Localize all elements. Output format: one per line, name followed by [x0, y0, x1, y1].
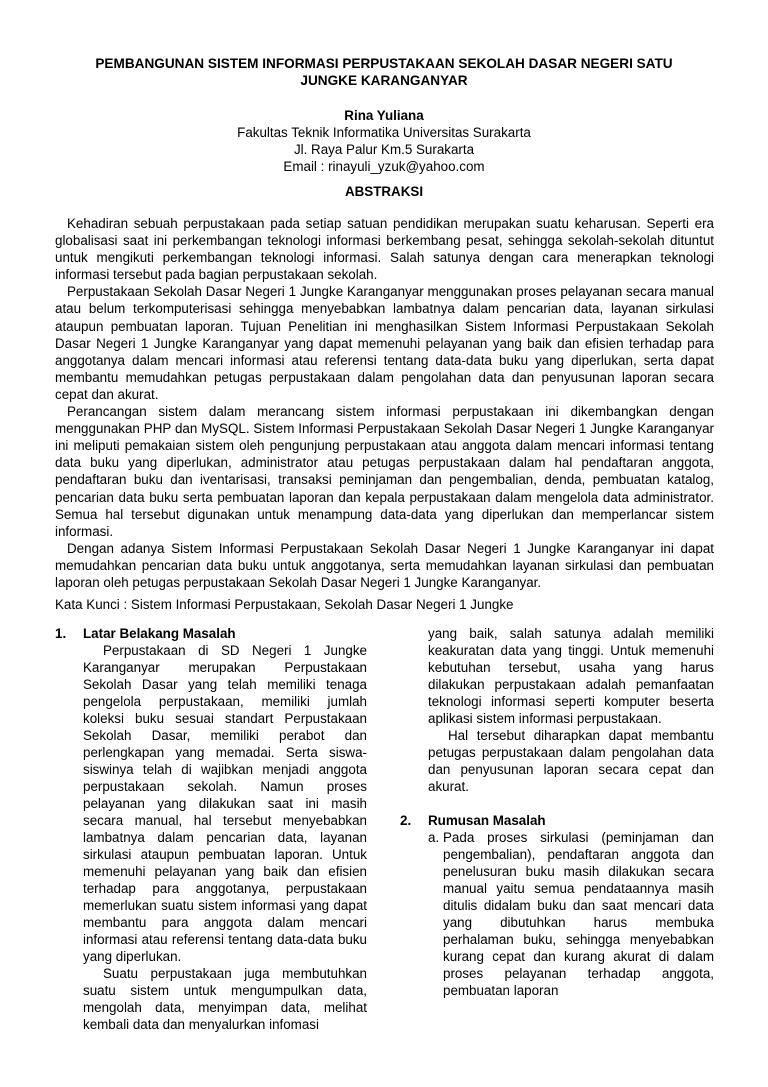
body-paragraph: Suatu perpustakaan juga membutuhkan suatu sistem untuk mengumpulkan data, mengolah data, menyimpan data, melihat kembali data dan menyalurkan infomasi [83, 966, 367, 1032]
body-paragraph: Perpustakaan di SD Negeri 1 Jungke Karanganyar merupakan Perpustakaan Sekolah Dasar yang telah memiliki tenaga pengelola perpustakaan, memiliki jumlah koleksi buku sesuai standart Perpustakaan Sekolah Dasar, memiliki perabot dan perlengkapan yang memadai. Serta siswa-siswinya telah di wajibkan menjadi anggota perpustakaan sekolah. Namun proses pelayanan yang dilakukan saat ini masih secara manual, hal tersebut menyebabkan lambatnya dalam pencarian data, layanan sirkulasi ataupun pembuatan laporan. Untuk memenuhi pelayanan yang baik dan efisien terhadap para anggotanya, perpustakaan memerlukan suatu sistem informasi yang dapat membantu para anggota dalam mencari informasi atau referensi tentang data-data buku yang diperlukan. [83, 643, 367, 964]
section-title: Rumusan Masalah [428, 813, 546, 828]
paper-title: PEMBANGUNAN SISTEM INFORMASI PERPUSTAKAAN SEKOLAH DASAR NEGERI SATU JUNGKE KARANGANYAR [95, 56, 673, 88]
list-item-text: Pada proses sirkulasi (peminjaman dan pengembalian), pendaftaran anggota dan penelusuran buku masih dilakukan secara manual yaitu semua pendataannya masih ditulis didalam buku dan saat mencari data yang dibutuhkan harus membuka perhalaman buku, sehingga menyebabkan kurang cepat dan kurang akurat di dalam proses pelayanan terhadap anggota, pembuatan laporan [443, 830, 714, 998]
author-name: Rina Yuliana [344, 108, 424, 123]
list-item [428, 829, 714, 999]
section-heading [400, 812, 714, 829]
section-number: 2. [400, 813, 412, 828]
affiliation-line: Jl. Raya Palur Km.5 Surakarta [293, 142, 475, 157]
body-paragraph: yang baik, salah satunya adalah memiliki keakuratan data yang tinggi. Untuk memenuhi kebutuhan tersebut, usaha yang harus dilakukan perpustakaan adalah pemanfaatan teknologi informasi seperti komputer beserta aplikasi sistem informasi perpustakaan. [428, 626, 714, 726]
section-number: 1. [55, 626, 67, 641]
section-body [83, 642, 367, 1033]
abstract-paragraph: Perancangan sistem dalam merancang sistem informasi perpustakaan ini dikembangkan dengan menggunakan PHP dan MySQL. Sistem Informasi Perpustakaan Sekolah Dasar Negeri 1 Jungke Karanganyar ini meliputi pemakaian sistem oleh pengunjung perpustakaan atau anggota dalam mencari informasi tentang data buku yang diperlukan, administrator atau petugas perpustakaan dalam hal pendaftaran anggota, pendaftaran buku dan iventarisasi, transaksi peminjaman dan pengembalian, denda, pembuatan katalog, pencarian data buku serta pembuatan laporan dan kepala perpustakaan dalam mengelola data administrator. Semua hal tersebut digunakan untuk menampung data-data yang diperlukan dan memperlancar sistem informasi. [55, 404, 714, 539]
abstract-body [55, 215, 714, 591]
affiliation-block [0, 124, 768, 175]
affiliation-line: Email : rinayuli_yzuk@yahoo.com [283, 159, 485, 174]
abstract-heading: ABSTRAKSI [344, 184, 424, 199]
body-paragraph: Hal tersebut diharapkan dapat membantu petugas perpustakaan dalam pengolahan data dan penyusunan laporan secara cepat dan akurat. [428, 728, 714, 794]
keywords-line: Kata Kunci : Sistem Informasi Perpustakaan, Sekolah Dasar Negeri 1 Jungke [55, 597, 514, 612]
section-body-continued [428, 625, 714, 795]
left-column [55, 625, 367, 1033]
section-title: Latar Belakang Masalah [83, 626, 236, 641]
right-column [400, 625, 714, 999]
list-marker: a. [428, 830, 440, 845]
abstract-paragraph: Perpustakaan Sekolah Dasar Negeri 1 Jungke Karanganyar menggunakan proses pelayanan secara manual atau belum terkomputerisasi sehingga menyebabkan lambatnya dalam pencarian data, layanan sirkulasi ataupun pembuatan laporan. Tujuan Penelitian ini menghasilkan Sistem Informasi Perpustakaan Sekolah Dasar Negeri 1 Jungke Karanganyar yang dapat memenuhi pelayanan yang baik dan efisien terhadap para anggotanya dalam mencari informasi atau referensi tentang data-data buku yang diperlukan, serta dapat membantu memudahkan petugas perpustakaan dalam pengolahan data dan penyusunan laporan secara cepat dan akurat. [55, 284, 714, 402]
spacer [400, 795, 714, 812]
abstract-paragraph: Dengan adanya Sistem Informasi Perpustakaan Sekolah Dasar Negeri 1 Jungke Karanganyar ini dapat memudahkan pencarian data buku untuk anggotanya, serta memudahkan layanan sirkulasi dan pembuatan laporan oleh petugas perpustakaan Sekolah Dasar Negeri 1 Jungke Karanganyar. [55, 540, 714, 590]
section-heading [55, 625, 367, 642]
affiliation-line: Fakultas Teknik Informatika Universitas Surakarta [237, 125, 531, 140]
abstract-paragraph: Kehadiran sebuah perpustakaan pada setiap satuan pendidikan merupakan suatu keharusan. Seperti era globalisasi saat ini perkembangan teknologi informasi berkembang pesat, sehingga sekolah-sekolah dituntut untuk mengikuti perkembangan teknologi informasi. Salah satunya dengan cara menerapkan teknologi informasi tersebut pada bagian perpustakaan sekolah. [55, 216, 714, 283]
